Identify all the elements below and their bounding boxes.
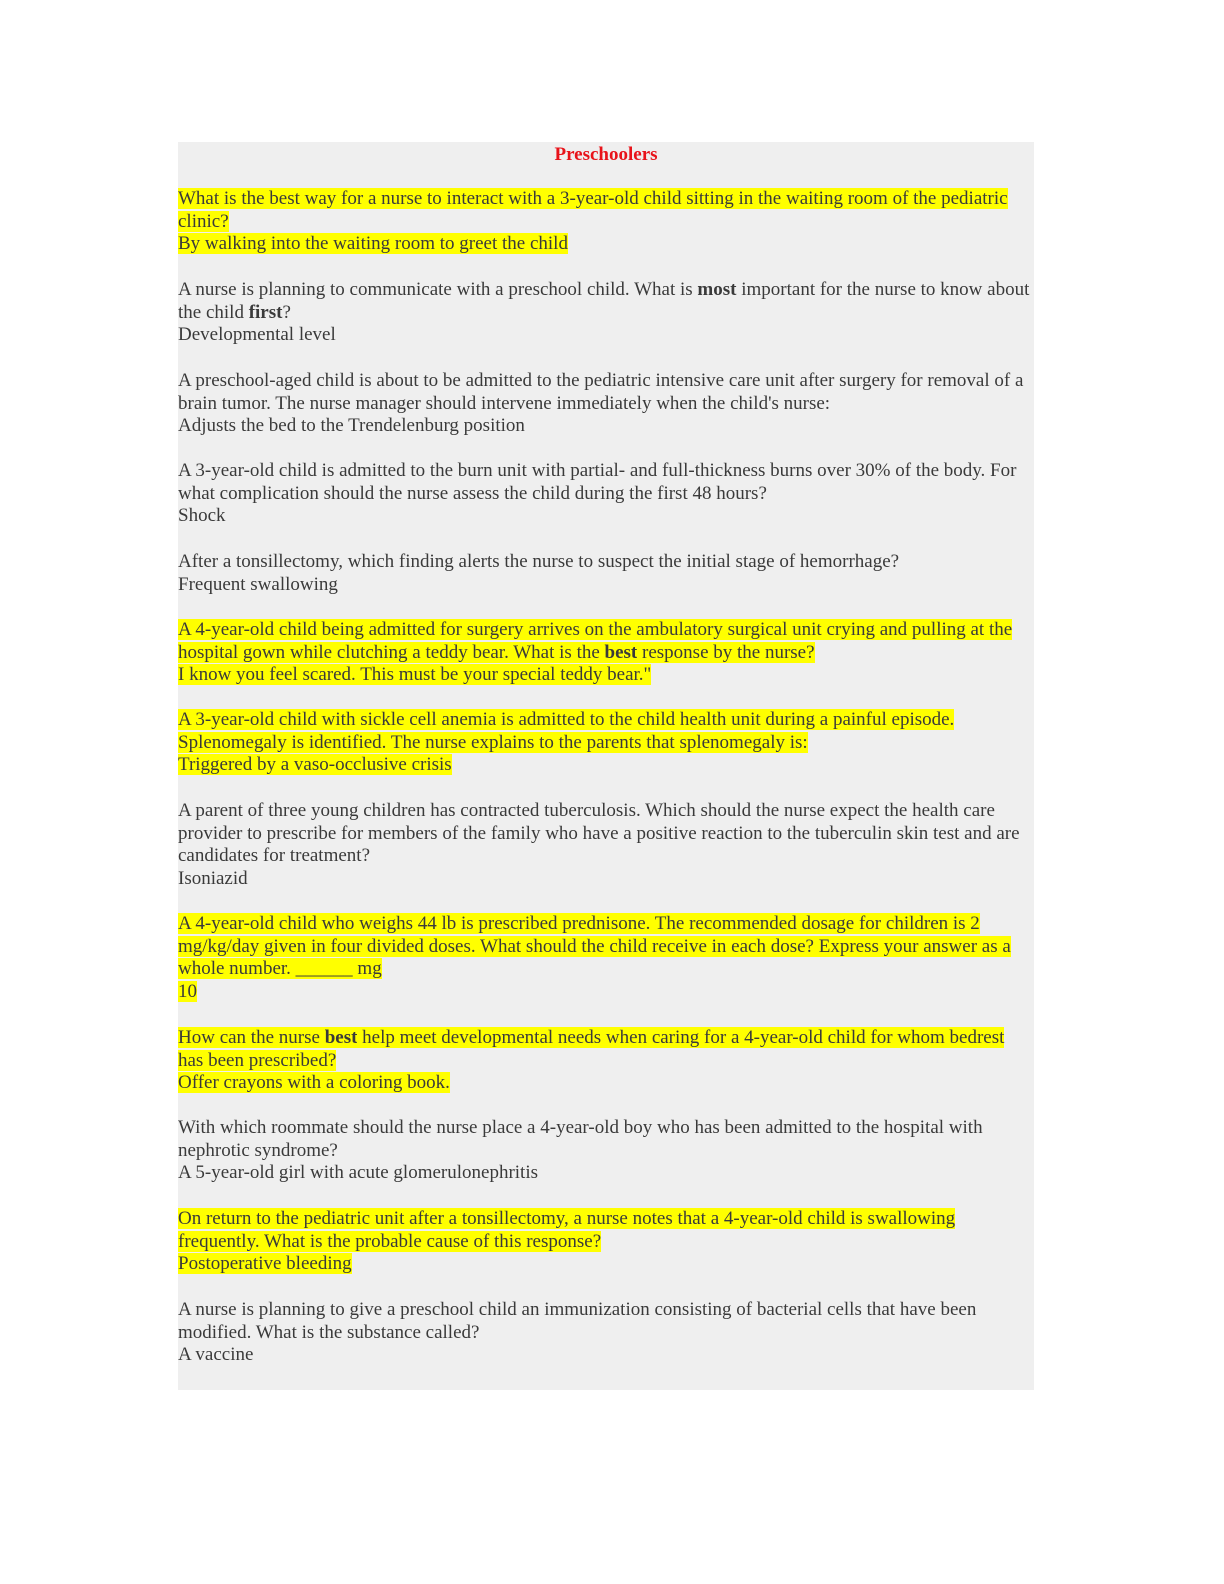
qa-item-10 [178, 1027, 1034, 1095]
answer: Frequent swallowing [178, 573, 338, 595]
answer [178, 664, 1034, 687]
question-emphasis: first [248, 301, 283, 323]
answer-text: I know you feel scared. This must be your special teddy bear." [178, 664, 652, 686]
answer: Developmental level [178, 324, 336, 346]
question-text: important for the nurse to know about the child [178, 279, 1030, 323]
question [178, 709, 1034, 754]
question: With which roommate should the nurse place a 4-year-old boy who has been admitted to the hospital with nephrotic syndrome? [178, 1117, 983, 1161]
question-emphasis: best [324, 1027, 358, 1048]
qa-item-6 [178, 619, 1034, 687]
answer [178, 981, 1034, 1004]
qa-item-11 [178, 1117, 1034, 1185]
answer-text: 10 [178, 981, 197, 1003]
answer: Isoniazid [178, 868, 248, 890]
qa-item-2 [178, 279, 1034, 347]
document-page [178, 142, 1034, 1390]
answer: Shock [178, 505, 226, 527]
answer-text: Offer crayons with a coloring book. [178, 1072, 450, 1094]
qa-item-9 [178, 913, 1034, 1004]
question [178, 1208, 1034, 1253]
answer [178, 233, 1034, 256]
question: A parent of three young children has contracted tuberculosis. Which should the nurse expect the health care provider to prescribe for members of the family who have a positive reaction to the tuberculin skin test and are candidates for treatment? [178, 800, 1020, 867]
page-title: Preschoolers [554, 144, 658, 165]
question-text: A nurse is planning to communicate with a preschool child. What is [178, 279, 698, 300]
question [178, 913, 1034, 981]
question-text: response by the nurse? [637, 641, 815, 663]
question-text: What is the best way for a nurse to interact with a 3-year-old child sitting in the waiting room of the pediatric clinic? [178, 188, 1008, 232]
answer [178, 1253, 1034, 1276]
answer-text: By walking into the waiting room to greet the child [178, 233, 568, 255]
answer-text: Triggered by a vaso-occlusive crisis [178, 754, 452, 776]
question-emphasis: most [697, 279, 737, 300]
answer: A vaccine [178, 1344, 254, 1366]
answer: A 5-year-old girl with acute glomerulonephritis [178, 1162, 538, 1184]
answer [178, 754, 1034, 777]
question-emphasis: best [604, 641, 638, 663]
question-text: A 4-year-old child being admitted for surgery arrives on the ambulatory surgical unit crying and pulling at the hospital gown while clutching a teddy bear. What is the [178, 619, 1013, 663]
question: A preschool-aged child is about to be admitted to the pediatric intensive care unit after surgery for removal of a brain tumor. The nurse manager should intervene immediately when the child's nurse: [178, 370, 1024, 414]
qa-item-13 [178, 1299, 1034, 1367]
question-text: help meet developmental needs when caring for a 4-year-old child for whom bedrest has been prescribed? [178, 1027, 1005, 1071]
question [178, 279, 1034, 324]
question [178, 188, 1034, 233]
qa-item-8 [178, 800, 1034, 891]
question-text: ? [282, 301, 291, 323]
question-text: On return to the pediatric unit after a tonsillectomy, a nurse notes that a 4-year-old child is swallowing frequently. What is the probable cause of this response? [178, 1208, 956, 1252]
question: A nurse is planning to give a preschool child an immunization consisting of bacterial cells that have been modified. What is the substance called? [178, 1299, 977, 1343]
question: After a tonsillectomy, which finding alerts the nurse to suspect the initial stage of hemorrhage? [178, 551, 900, 572]
qa-item-5 [178, 551, 1034, 596]
answer-text: Postoperative bleeding [178, 1253, 352, 1275]
qa-item-3 [178, 370, 1034, 438]
qa-item-1 [178, 188, 1034, 256]
qa-item-4 [178, 460, 1034, 528]
answer: Adjusts the bed to the Trendelenburg position [178, 415, 525, 437]
qa-item-7 [178, 709, 1034, 777]
question [178, 1027, 1034, 1072]
question-text: How can the nurse [178, 1027, 325, 1048]
answer [178, 1072, 1034, 1095]
question: A 3-year-old child is admitted to the burn unit with partial- and full-thickness burns over 30% of the body. For what complication should the nurse assess the child during the first 48 hours? [178, 460, 1017, 504]
question-text: A 3-year-old child with sickle cell anemia is admitted to the child health unit during a painful episode. Splenomegaly is identified. The nurse explains to the parents that splenomegaly is: [178, 709, 955, 753]
question-text: A 4-year-old child who weighs 44 lb is prescribed prednisone. The recommended dosage for children is 2 mg/kg/day given in four divided doses. What should the child receive in each dose? Express your answer as a whole number. ______ mg [178, 913, 1011, 980]
qa-item-12 [178, 1208, 1034, 1276]
question [178, 619, 1034, 664]
